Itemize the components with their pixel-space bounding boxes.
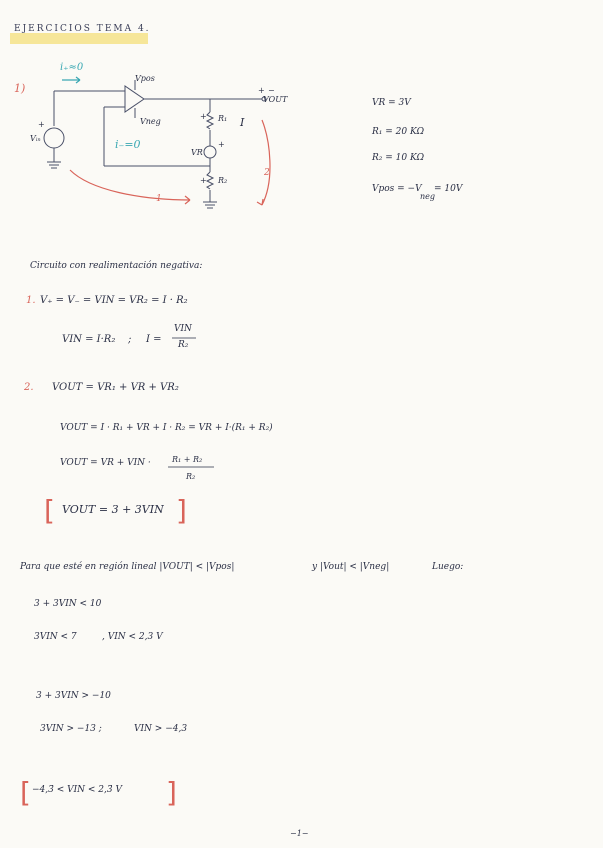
current-num: VIN <box>174 324 192 334</box>
step2-number: 2. <box>24 382 34 393</box>
label-vneg: Vneg <box>140 117 161 126</box>
given-vpos-lhs: Vpos = −V <box>372 184 422 194</box>
ineq-1: 3 + 3VIN < 10 <box>34 599 102 609</box>
given-vpos-rhs: = 10V <box>434 184 463 194</box>
step2b-eq: VOUT = I · R₁ + VR + I · R₂ = VR + I·(R₁ + R₂) <box>60 423 273 433</box>
result1-bracket-left: [ <box>44 494 55 527</box>
luego-text: Luego: <box>432 562 464 572</box>
frac-num: R₁ + R₂ <box>172 455 203 464</box>
label-vr: VR <box>191 148 203 157</box>
label-i-plus: i₊≈0 <box>60 62 84 73</box>
region-condition-2: y |Vout| < |Vneg| <box>312 562 390 572</box>
result1-eq: VOUT = 3 + 3VIN <box>62 503 164 516</box>
result1-bracket-right: ] <box>176 494 187 527</box>
current-den: R₂ <box>178 340 189 350</box>
label-vout: VOUT <box>263 95 288 104</box>
problem-number: 1) <box>14 82 26 95</box>
label-vpos: Vpos <box>135 74 155 83</box>
step2c-eq: VOUT = VR + VIN · <box>60 458 151 468</box>
label-i-minus: i₋=0 <box>115 138 141 151</box>
given-vneg-sub: neg <box>420 192 436 201</box>
label-out-minus: − <box>268 86 275 95</box>
intro-text: Circuito con realimentación negativa: <box>30 261 203 271</box>
label-out-plus: + <box>258 86 265 95</box>
label-loop-2: 2 <box>264 168 270 178</box>
result2-eq: −4,3̄ < VIN < 2,3̄ V <box>32 785 122 795</box>
step1b-eq: VIN = I·R₂ <box>62 334 116 345</box>
step1-eq: V₊ = V₋ = VIN = VR₂ = I · R₂ <box>40 295 188 306</box>
step2-eq: VOUT = VR₁ + VR + VR₂ <box>52 382 179 393</box>
region-condition: Para que esté en región lineal |VOUT| < |Vpos| <box>20 562 235 572</box>
page-title: EJERCICIOS TEMA 4. <box>14 24 151 34</box>
label-r2: R₂ <box>218 176 228 185</box>
ineq-3: 3 + 3VIN > −10 <box>36 691 111 701</box>
label-r1-plus: + <box>200 112 207 121</box>
frac-den: R₂ <box>186 472 196 481</box>
label-vin: Vᵢₙ <box>30 134 41 143</box>
result2-bracket-right: ] <box>166 776 177 809</box>
given-r1: R₁ = 20 KΩ <box>372 127 425 137</box>
ineq-2: 3VIN < 7 <box>34 632 77 642</box>
label-src-plus: + <box>38 120 45 129</box>
given-r2: R₂ = 10 KΩ <box>372 153 425 163</box>
label-r2-plus: + <box>200 176 207 185</box>
label-current: I <box>240 116 245 129</box>
label-r1: R₁ <box>218 114 228 123</box>
page-number: −1− <box>290 829 309 838</box>
current-lhs: I = <box>146 334 162 345</box>
step1b-sep: ; <box>128 334 132 345</box>
ineq-2b: , VIN < 2,3 V <box>102 632 163 642</box>
given-vr: VR = 3V <box>372 98 411 108</box>
label-vr-plus: + <box>218 140 225 149</box>
result2-bracket-left: [ <box>20 776 31 809</box>
ineq-4: 3VIN > −13 ; <box>40 724 102 734</box>
ineq-4b: VIN > −4,3 <box>134 724 188 734</box>
label-loop-1: 1 <box>156 194 162 204</box>
step1-number: 1. <box>26 295 36 306</box>
